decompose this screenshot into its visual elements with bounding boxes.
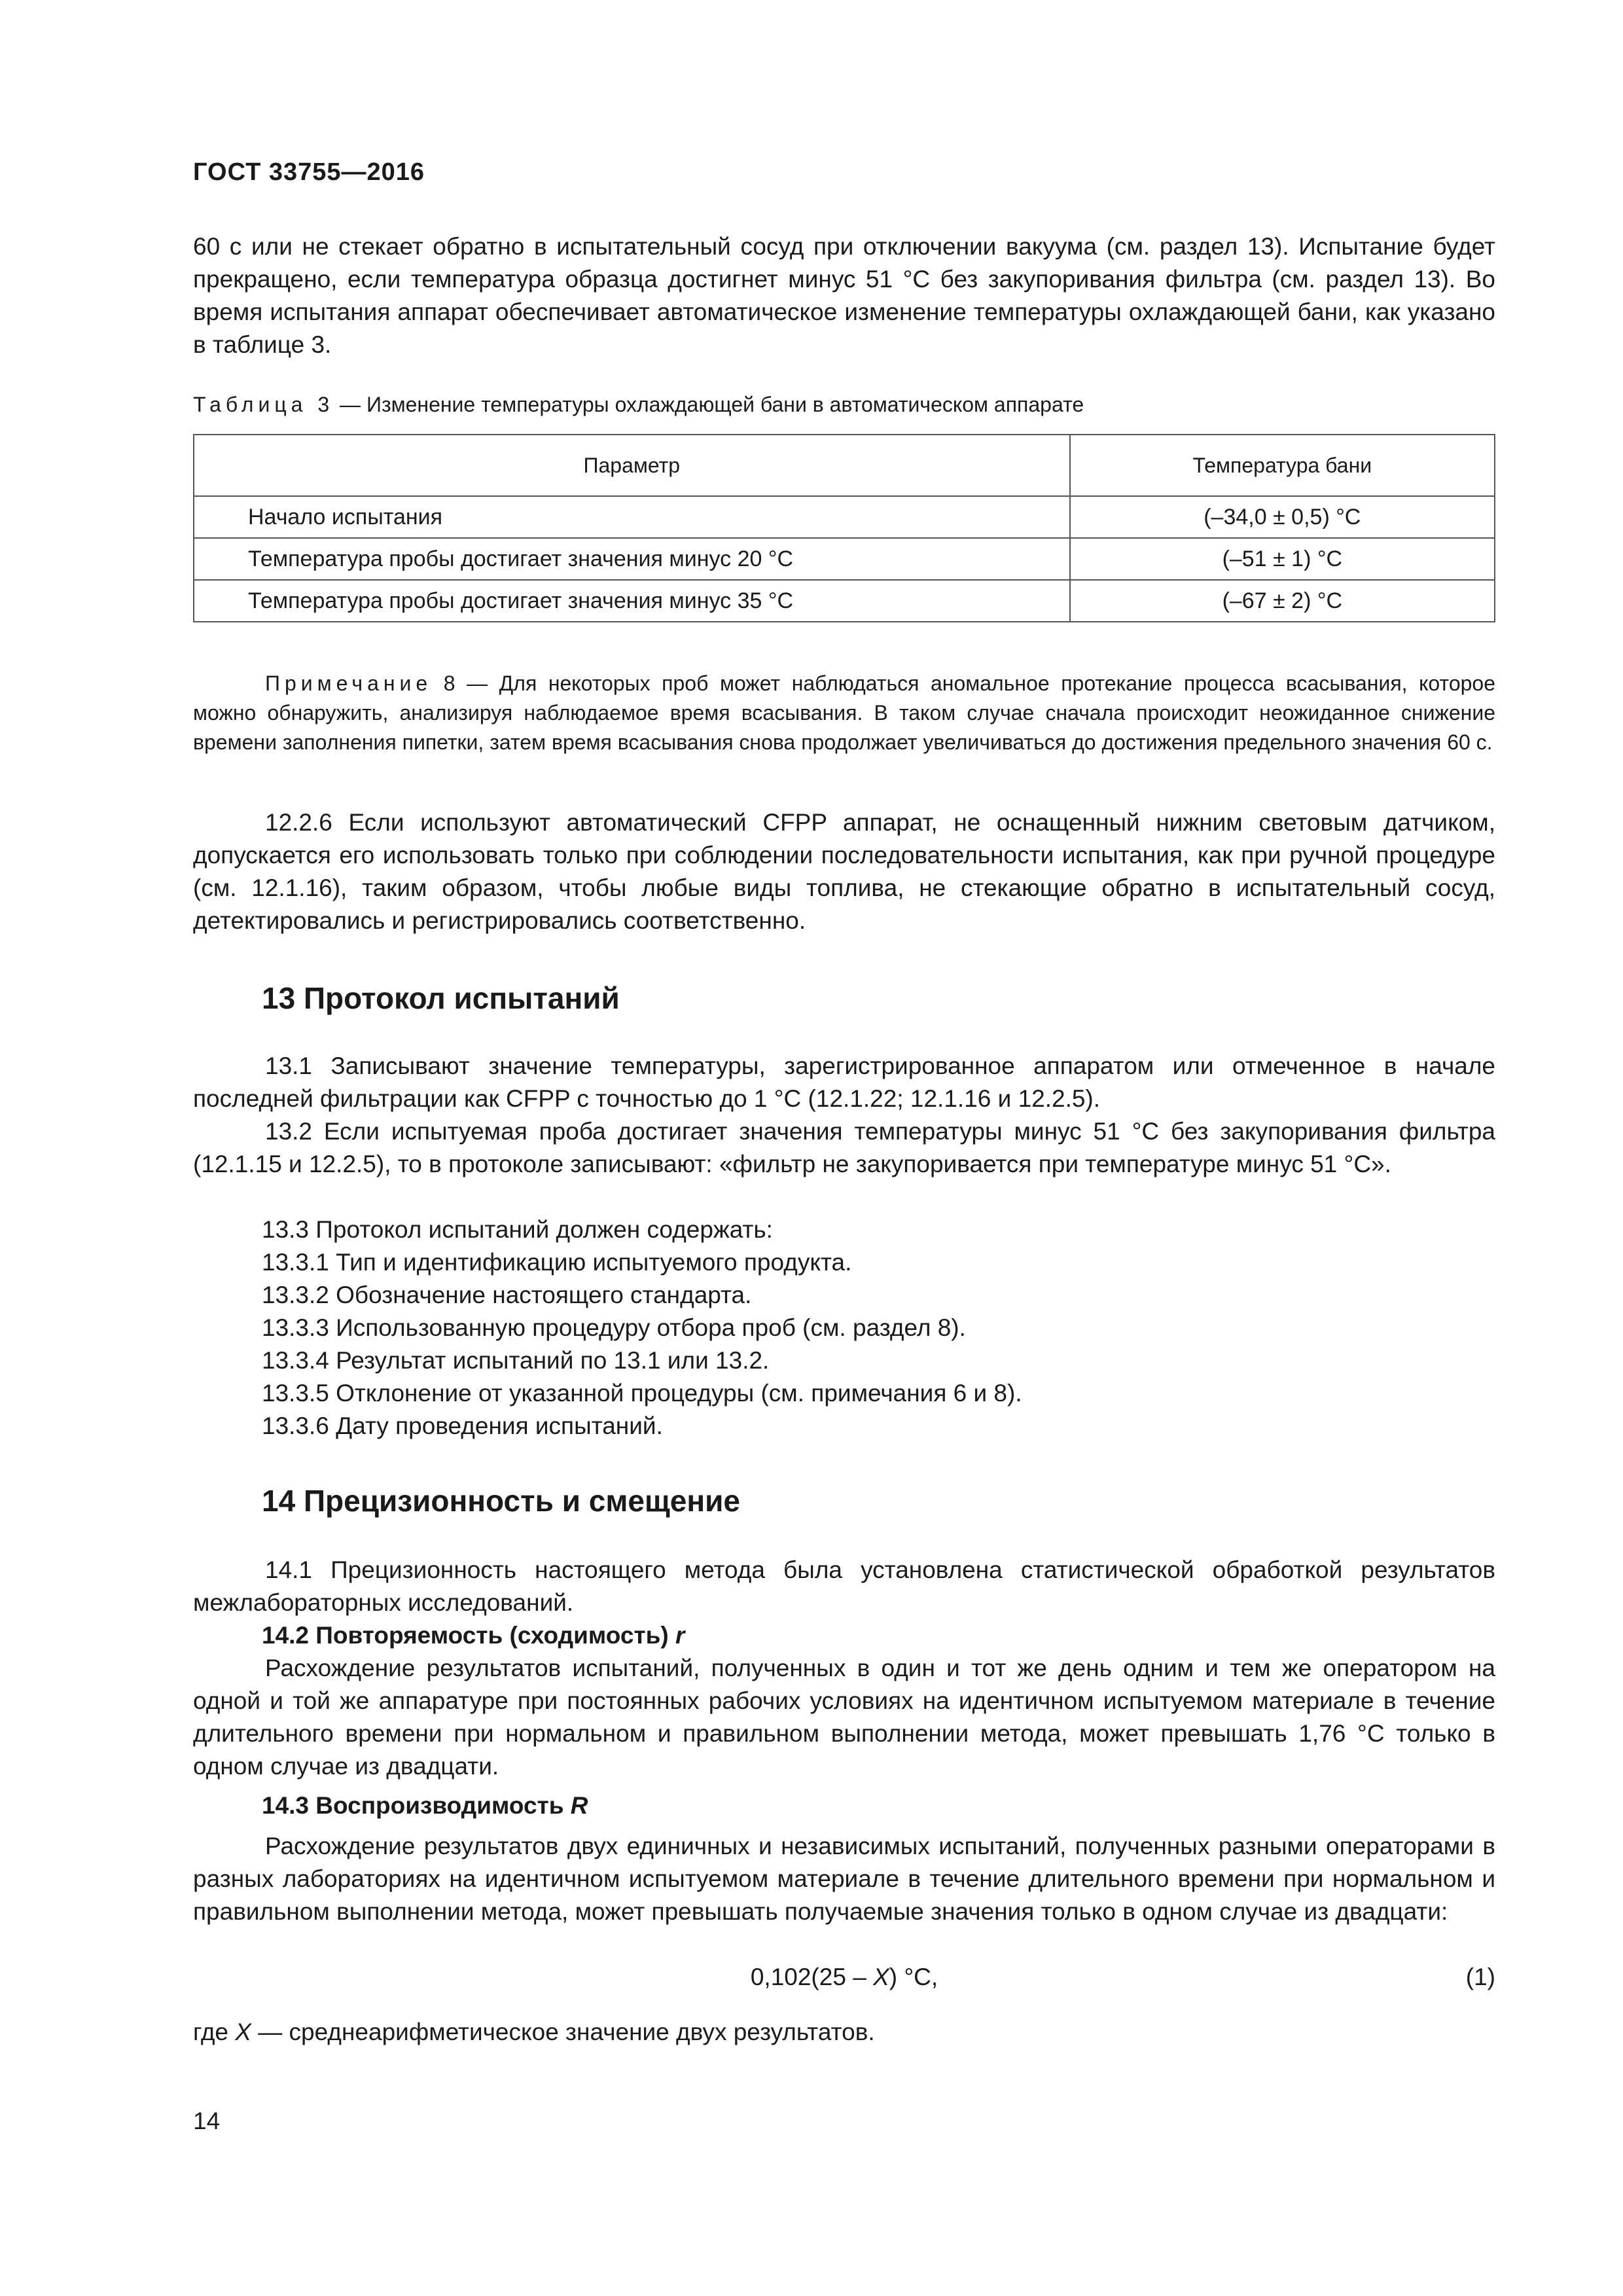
heading-14-2-text: 14.2 Повторяемость (сходимость) [262, 1622, 669, 1649]
table-header-temperature: Температура бани [1070, 435, 1495, 496]
paragraph-14-3: Расхождение результатов двух единичных и независимых испытаний, полученных разными операторами в разных лабораториях на идентичном испытуемом материале в течение длительного времени при нормальном и правильном выполнении метода, может превышать получаемые значения только в одном случае из двадцати: [193, 1833, 1495, 1925]
table-row [194, 538, 1495, 580]
list-item: 13.3.3 Использованную процедуру отбора проб (см. раздел 8). [262, 1314, 966, 1341]
section-14-title: 14 Прецизионность и смещение [262, 1484, 741, 1518]
table-header-row [194, 435, 1495, 496]
table-row [194, 580, 1495, 622]
formula-number: (1) [1465, 1964, 1495, 1990]
note-8-label: Примечание [265, 672, 433, 695]
formula-post: ) °С, [889, 1964, 938, 1990]
list-item: 13.3.6 Дату проведения испытаний. [262, 1412, 663, 1439]
paragraph-13-3: 13.3 Протокол испытаний должен содержать: [262, 1216, 773, 1243]
table-cell-parameter: Температура пробы достигает значения минус 20 °С [194, 538, 1070, 580]
formula-variable: X [873, 1964, 889, 1990]
table-caption [193, 390, 1084, 419]
where-pre: где [193, 2018, 229, 2045]
table-cell-temperature: (–51 ± 1) °С [1070, 538, 1495, 580]
where-variable: X [235, 2018, 251, 2045]
formula-where [193, 2016, 1495, 2049]
paragraph-14-2: Расхождение результатов испытаний, полученных в один и тот же день одним и тем же оператором на одной и той же аппаратуре при постоянных рабочих условиях на идентичном испытуемом материале в течение длительного времени при нормальном и правильном выполнении метода, может превышать 1,76 °С только в одном случае из двадцати. [193, 1655, 1495, 1780]
bath-temperature-table [193, 434, 1495, 622]
section-13-title: 13 Протокол испытаний [262, 981, 620, 1015]
paragraph-13-1: 13.1 Записывают значение температуры, зарегистрированное аппаратом или отмеченное в начале последней фильтрации как CFPP с точностью до 1 °С (12.1.22; 12.1.16 и 12.2.5). [193, 1052, 1495, 1112]
formula-expression [193, 1964, 1495, 1991]
heading-14-3-text: 14.3 Воспроизводимость [262, 1792, 564, 1819]
page-number: 14 [193, 2108, 221, 2134]
table-cell-temperature: (–34,0 ± 0,5) °С [1070, 496, 1495, 538]
note-8 [193, 669, 1495, 757]
where-post: — среднеарифметическое значение двух результатов. [258, 2018, 875, 2045]
table-cell-temperature: (–67 ± 2) °С [1070, 580, 1495, 622]
heading-14-3 [262, 1789, 588, 1822]
heading-14-3-variable: R [570, 1792, 588, 1819]
paragraph-13-2: 13.2 Если испытуемая проба достигает значения температуры минус 51 °С без закупоривания фильтра (12.1.15 и 12.2.5), то в протоколе записывают: «фильтр не закупоривается при температуре минус 51 °С». [193, 1118, 1495, 1177]
heading-14-2 [262, 1619, 685, 1652]
heading-14-2-variable: r [675, 1622, 685, 1649]
list-item: 13.3.1 Тип и идентификацию испытуемого продукта. [262, 1249, 852, 1276]
formula-pre: 0,102(25 – [750, 1964, 866, 1990]
formula-1 [193, 1964, 1495, 1996]
list-item: 13.3.2 Обозначение настоящего стандарта. [262, 1282, 752, 1308]
standard-header: ГОСТ 33755—2016 [193, 158, 425, 186]
table-cell-parameter: Температура пробы достигает значения минус 35 °С [194, 580, 1070, 622]
table-cell-parameter: Начало испытания [194, 496, 1070, 538]
note-8-text: 8 — Для некоторых проб может наблюдаться аномальное протекание процесса всасывания, которое можно обнаружить, анализируя наблюдаемое время всасывания. В таком случае сначала происходит неожиданное снижение времени заполнения пипетки, затем время всасывания снова продолжает увеличиваться до достижения предельного значения 60 с. [193, 672, 1495, 754]
table-caption-label: Таблица 3 [193, 393, 334, 416]
paragraph-14-1: 14.1 Прецизионность настоящего метода была установлена статистической обработкой результатов межлабораторных исследований. [193, 1556, 1495, 1616]
table-header-parameter: Параметр [194, 435, 1070, 496]
table-caption-text: — Изменение температуры охлаждающей бани в автоматическом аппарате [334, 393, 1084, 416]
table-row [194, 496, 1495, 538]
paragraph-12-2-6: 12.2.6 Если используют автоматический CFPP аппарат, не оснащенный нижним световым датчиком, допускается его использовать только при соблюдении последовательности испытания, как при ручной процедуре (см. 12.1.16), таким образом, чтобы любые виды топлива, не стекающие обратно в испытательный сосуд, детектировались и регистрировались соответственно. [193, 809, 1495, 934]
list-item: 13.3.5 Отклонение от указанной процедуры (см. примечания 6 и 8). [262, 1380, 1022, 1407]
list-item: 13.3.4 Результат испытаний по 13.1 или 13.2. [262, 1347, 770, 1374]
intro-paragraph: 60 с или не стекает обратно в испытательный сосуд при отключении вакуума (см. раздел 13). Испытание будет прекращено, если температура образца достигнет минус 51 °С без закупоривания фильтра (см. раздел 13). Во время испытания аппарат обеспечивает автоматическое изменение температуры охлаждающей бани, как указано в таблице 3. [193, 233, 1495, 358]
